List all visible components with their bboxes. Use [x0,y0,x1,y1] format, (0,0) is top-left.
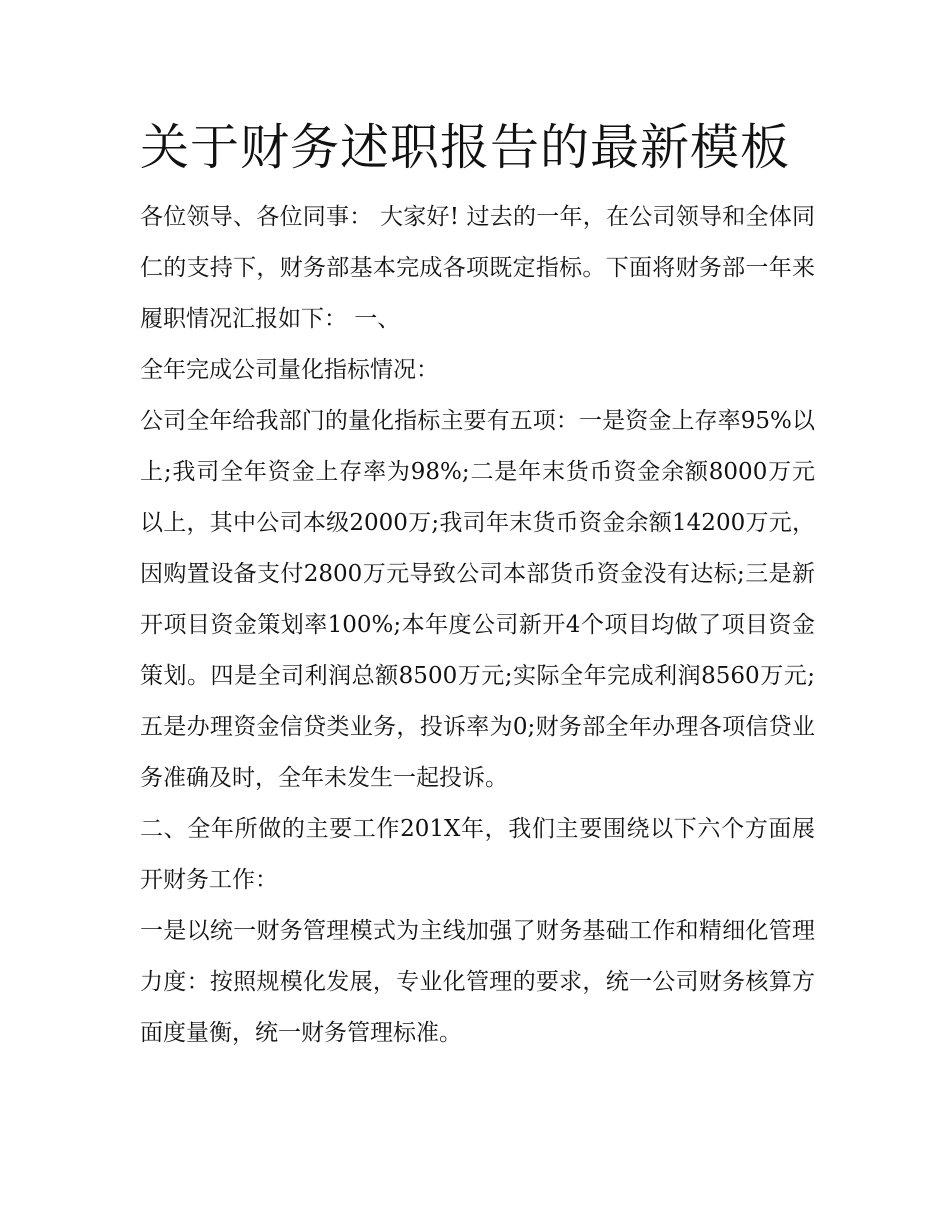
paragraph-greeting: 各位领导、各位同事： 大家好! 过去的一年，在公司领导和全体同仁的支持下，财务部基本完成各项既定指标。下面将财务部一年来履职情况汇报如下： 一、 [140,204,815,332]
paragraph-main-work: 二、全年所做的主要工作201X年，我们主要围绕以下六个方面展开财务工作： [140,816,815,893]
paragraph-indicators: 公司全年给我部门的量化指标主要有五项：一是资金上存率95%以上;我司全年资金上存率为98%;二是年末货币资金余额8000万元以上，其中公司本级2000万;我司年末货币资金余额14200万元，因购置设备支付2800万元导致公司本部货币资金没有达标;三是新开项目资金策划率100%;本年度公司新开4个项目均做了项目资金策划。四是全司利润总额8500万元;实际全年完成利润8560万元;五是办理资金信贷类业务，投诉率为0;财务部全年办理各项信贷业务准确及时，全年未发生一起投诉。 [140,408,815,791]
document-page [140,112,815,1059]
document-title: 关于财务述职报告的最新模板 [140,119,791,176]
paragraph-section-heading: 全年完成公司量化指标情况： [140,357,439,383]
paragraph-first-item: 一是以统一财务管理模式为主线加强了财务基础工作和精细化管理力度：按照规模化发展，专业化管理的要求，统一公司财务核算方面度量衡，统一财务管理标准。 [140,918,815,1046]
